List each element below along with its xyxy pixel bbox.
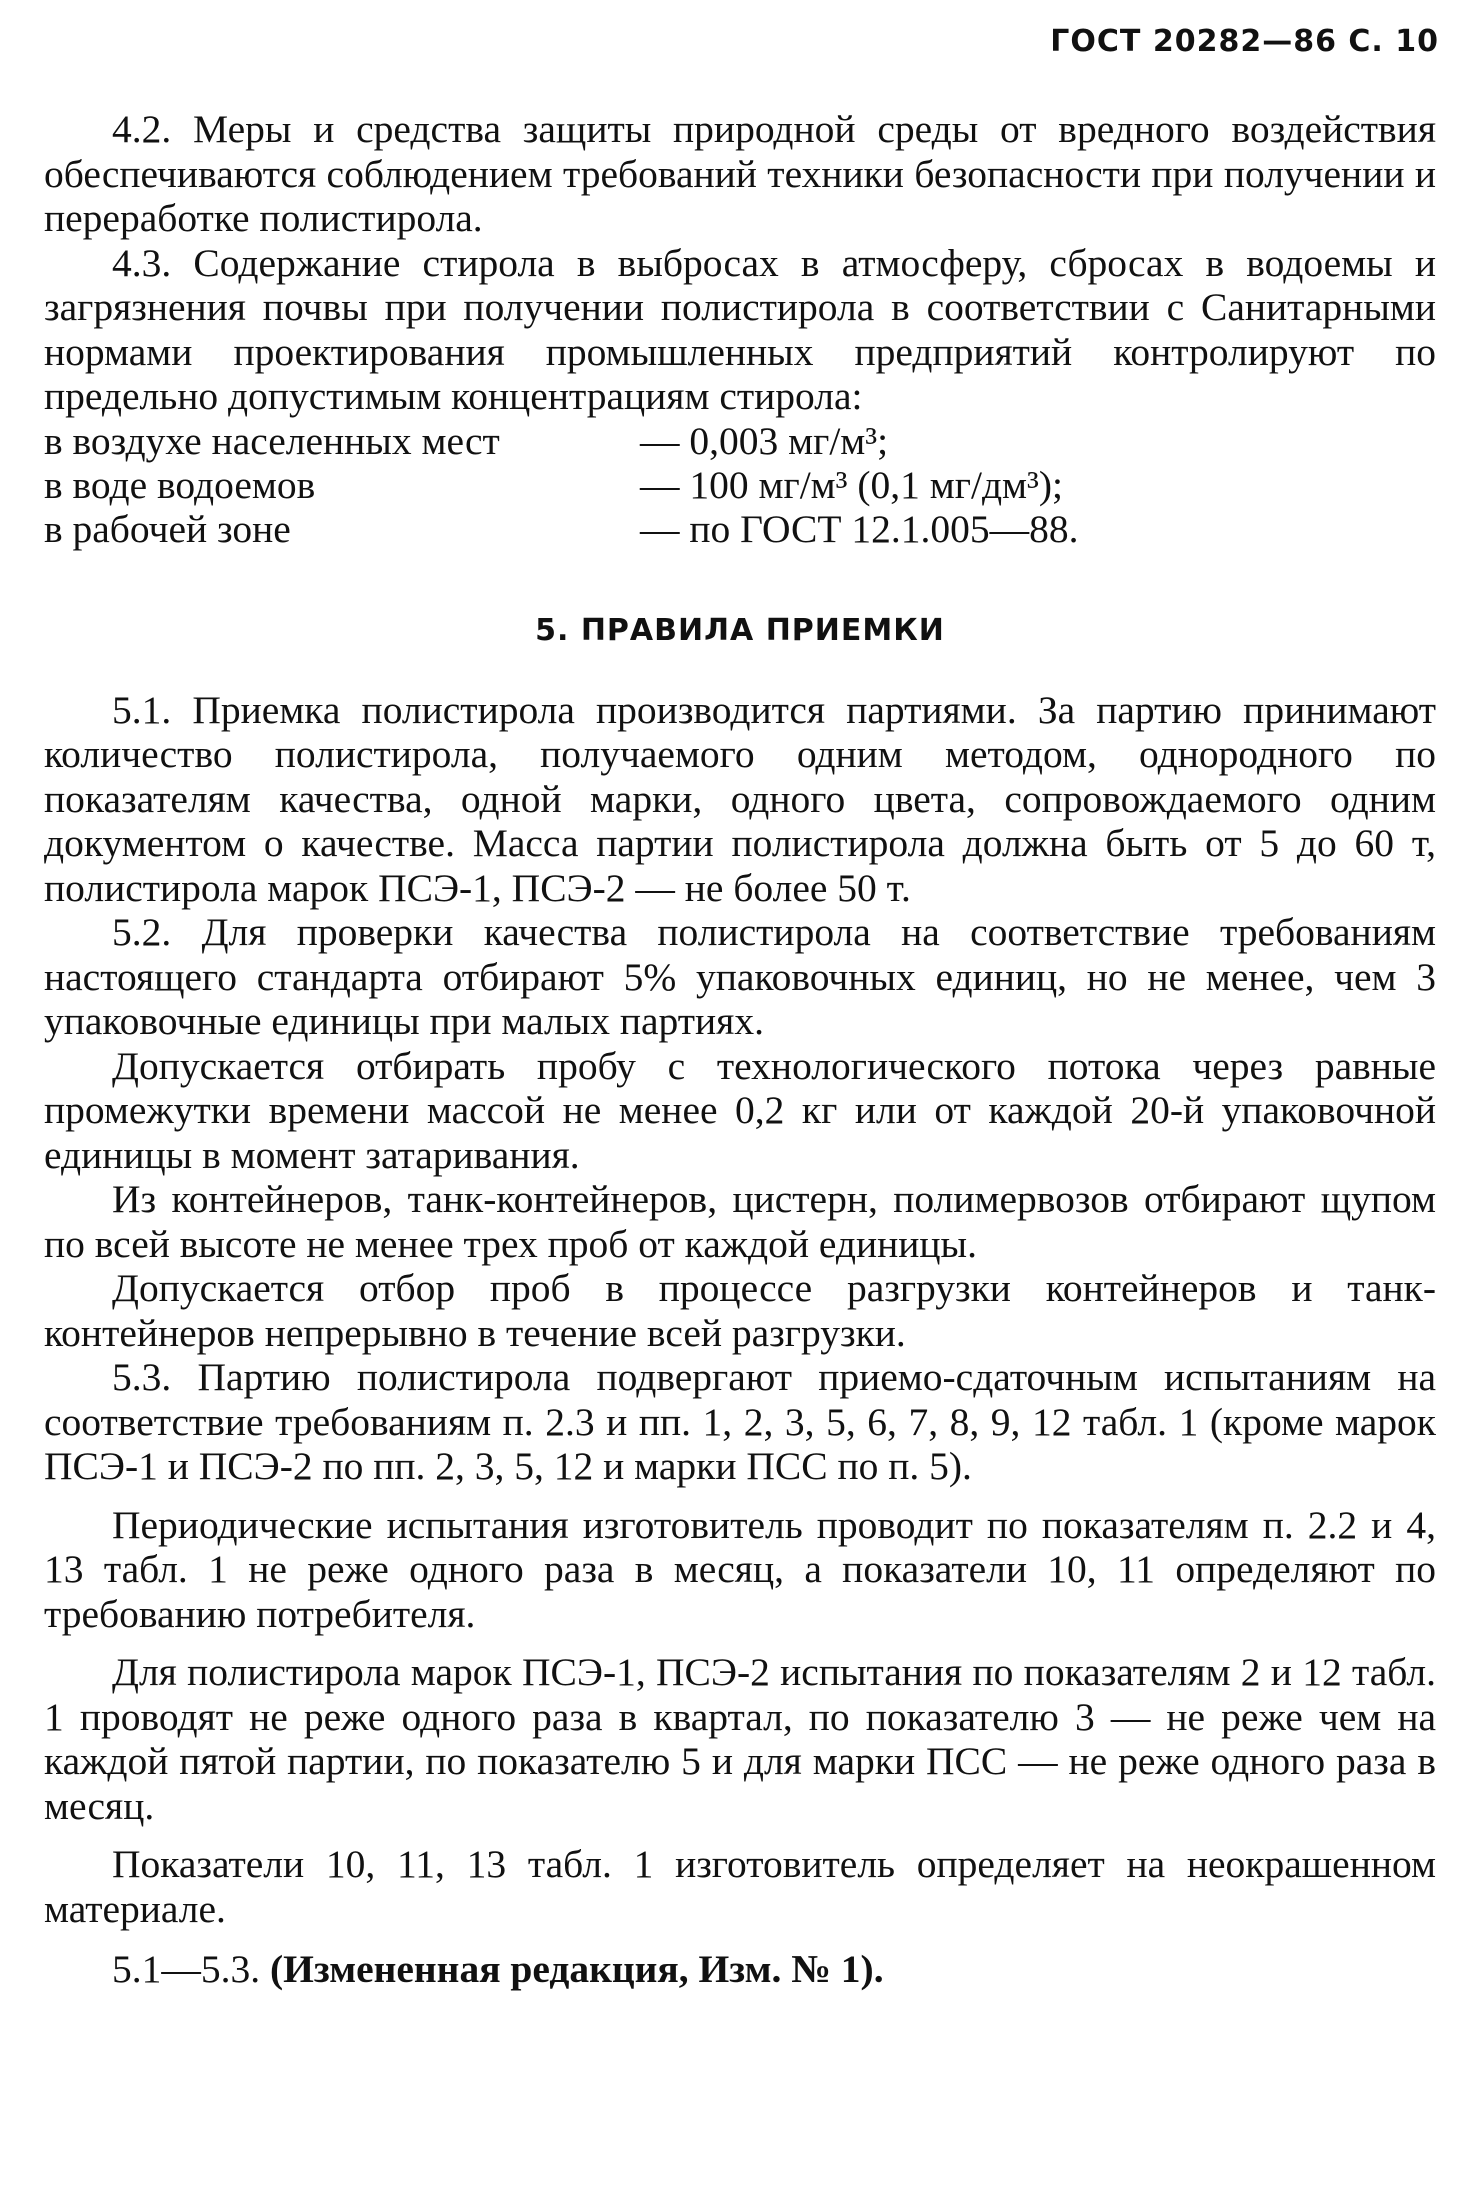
paragraph-5-3: 5.3. Партию полистирола подвергают приемо-сдаточным испытаниям на соответствие требованиям п. 2.3 и пп. 1, 2, 3, 5, 6, 7, 8, 9, 12 табл. 1 (кроме марок ПСЭ-1 и ПСЭ-2 по пп. 2, 3, 5, 12 и марки ПСС по п. 5). [44, 1355, 1436, 1488]
paragraph-5-2-containers: Из контейнеров, танк-контейнеров, цистерн, полимервозов отбирают щупом по всей высоте не менее трех проб от каждой единицы. [44, 1177, 1436, 1266]
limit-value: — по ГОСТ 12.1.005—88. [640, 506, 1079, 551]
limit-value: — 0,003 мг/м³; [640, 418, 889, 463]
paragraph-5-2-unloading: Допускается отбор проб в процессе разгрузки контейнеров и танк-контейнеров непрерывно в течение всей разгрузки. [44, 1266, 1436, 1355]
limits-list [44, 419, 1436, 551]
paragraph-5-3-periodic: Периодические испытания изготовитель проводит по показателям п. 2.2 и 4, 13 табл. 1 не реже одного раза в месяц, а показатели 10, 11 определяют по требованию потребителя. [44, 1502, 1436, 1636]
limit-row [44, 507, 1436, 551]
limit-row [44, 463, 1436, 507]
paragraph-5-1: 5.1. Приемка полистирола производится партиями. За партию принимают количество полистирола, получаемого одним методом, однородного по показателям качества, одной марки, одного цвета, сопровождаемого одним документом о качестве. Масса партии полистирола должна быть от 5 до 60 т, полистирола марок ПСЭ-1, ПСЭ-2 — не более 50 т. [44, 687, 1436, 910]
paragraph-4-2: 4.2. Меры и средства защиты природной среды от вредного воздействия обеспечиваются соблюдением требований техники безопасности при получении и переработке полистирола. [44, 107, 1436, 240]
page-header: ГОСТ 20282—86 С. 10 [1050, 24, 1439, 59]
amendment-line [44, 1947, 1436, 1991]
amendment-note: (Измененная редакция, Изм. № 1). [270, 1947, 884, 1991]
section-title: 5. ПРАВИЛА ПРИЕМКИ [535, 612, 945, 648]
limit-value: — 100 мг/м³ (0,1 мг/дм³); [640, 462, 1064, 507]
paragraph-5-2: 5.2. Для проверки качества полистирола на соответствие требованиям настоящего стандарта отбирают 5% упаковочных единиц, но не менее, чем 3 упаковочные единицы при малых партиях. [44, 910, 1436, 1043]
limit-place: в рабочей зоне [44, 506, 291, 551]
paragraph-5-3-pse: Для полистирола марок ПСЭ-1, ПСЭ-2 испытания по показателям 2 и 12 табл. 1 проводят не реже одного раза в квартал, по показателю 3 — не реже чем на каждой пятой партии, по показателю 5 и для марки ПСС — не реже одного раза в месяц. [44, 1650, 1436, 1828]
amendment-range: 5.1—5.3. [112, 1947, 261, 1991]
paragraph-5-3-unpainted: Показатели 10, 11, 13 табл. 1 изготовитель определяет на неокрашенном материале. [44, 1842, 1436, 1931]
limit-row [44, 419, 1436, 463]
document-body [44, 107, 1436, 1991]
paragraph-5-2-sampling: Допускается отбирать пробу с технологического потока через равные промежутки времени массой не менее 0,2 кг или от каждой 20-й упаковочной единицы в момент затаривания. [44, 1043, 1436, 1177]
limit-place: в воздухе населенных мест [44, 418, 500, 463]
limit-place: в воде водоемов [44, 462, 316, 507]
paragraph-4-3: 4.3. Содержание стирола в выбросах в атмосферу, сбросах в водоемы и загрязнения почвы при получении полистирола в соответствии с Санитарными нормами проектирования промышленных предприятий контролируют по предельно допустимым концентрациям стирола: [44, 240, 1436, 418]
